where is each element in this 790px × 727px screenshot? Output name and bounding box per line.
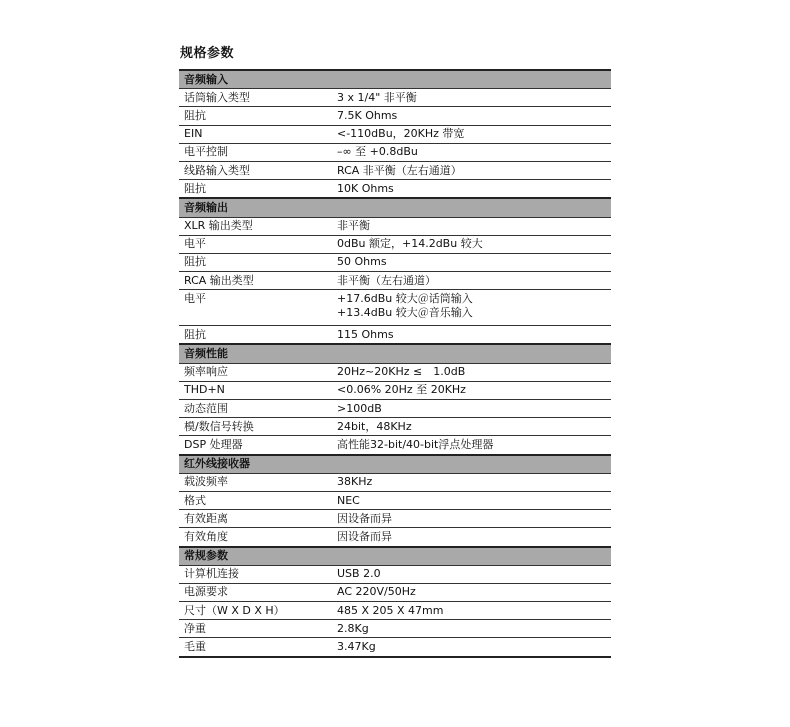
- table-row: [179, 89, 611, 107]
- row-label: 毛重: [179, 638, 332, 657]
- row-label: 有效角度: [179, 528, 332, 547]
- row-value: 38KHz: [332, 473, 611, 491]
- row-label: 载波频率: [179, 473, 332, 491]
- row-value: 485 X 205 X 47mm: [332, 602, 611, 620]
- table-row: [179, 473, 611, 491]
- row-value: 50 Ohms: [332, 253, 611, 271]
- row-value: <-110dBu，20KHz 带宽: [332, 125, 611, 143]
- section-header-general: [179, 547, 611, 566]
- row-value: AC 220V/50Hz: [332, 583, 611, 601]
- row-label: 计算机连接: [179, 565, 332, 583]
- row-label: 有效距离: [179, 510, 332, 528]
- row-value: 0dBu 额定，+14.2dBu 较大: [332, 235, 611, 253]
- table-row: [179, 161, 611, 179]
- table-row: [179, 528, 611, 547]
- row-value: 非平衡: [332, 217, 611, 235]
- row-value-line: +13.4dBu 较大＠音乐输入: [337, 306, 473, 320]
- section-title: 音频输出: [179, 198, 611, 217]
- row-label: 电平: [179, 235, 332, 253]
- table-row: [179, 143, 611, 161]
- section-header-audio-input: [179, 70, 611, 89]
- section-header-ir-receiver: [179, 455, 611, 474]
- row-value: 3.47Kg: [332, 638, 611, 657]
- table-row: [179, 253, 611, 271]
- row-value: 7.5K Ohms: [332, 107, 611, 125]
- row-label: 频率响应: [179, 363, 332, 381]
- table-row: [179, 363, 611, 381]
- row-value: 3 x 1/4" 非平衡: [332, 89, 611, 107]
- table-row: [179, 436, 611, 455]
- table-row: [179, 326, 611, 345]
- table-row: [179, 217, 611, 235]
- row-label: 阻抗: [179, 180, 332, 199]
- row-value-line: +17.6dBu 较大＠话筒输入: [337, 292, 473, 306]
- row-value: [332, 290, 611, 326]
- row-label: 格式: [179, 491, 332, 509]
- row-value: NEC: [332, 491, 611, 509]
- table-row: [179, 638, 611, 657]
- section-header-audio-output: [179, 198, 611, 217]
- table-row: [179, 620, 611, 638]
- row-label: 线路输入类型: [179, 161, 332, 179]
- row-value: 10K Ohms: [332, 180, 611, 199]
- table-row: [179, 290, 611, 326]
- row-label: 阻抗: [179, 326, 332, 345]
- row-label: 电平控制: [179, 143, 332, 161]
- row-label: 电平: [179, 290, 332, 326]
- row-value: USB 2.0: [332, 565, 611, 583]
- row-label: XLR 输出类型: [179, 217, 332, 235]
- table-row: [179, 235, 611, 253]
- section-title: 红外线接收器: [179, 455, 611, 474]
- row-label: 阻抗: [179, 253, 332, 271]
- row-value: 115 Ohms: [332, 326, 611, 345]
- row-label: 话筒输入类型: [179, 89, 332, 107]
- table-row: [179, 400, 611, 418]
- table-row: [179, 565, 611, 583]
- table-row: [179, 125, 611, 143]
- table-row: [179, 381, 611, 399]
- row-value: 因设备而异: [332, 528, 611, 547]
- row-label: EIN: [179, 125, 332, 143]
- row-label: 净重: [179, 620, 332, 638]
- row-label: THD+N: [179, 381, 332, 399]
- table-row: [179, 491, 611, 509]
- row-value: 因设备而异: [332, 510, 611, 528]
- section-title: 常规参数: [179, 547, 611, 566]
- table-row: [179, 272, 611, 290]
- row-label: 电源要求: [179, 583, 332, 601]
- row-value: –∞ 至 +0.8dBu: [332, 143, 611, 161]
- row-label: RCA 输出类型: [179, 272, 332, 290]
- section-title: 音频输入: [179, 70, 611, 89]
- table-row: [179, 602, 611, 620]
- spec-table: [179, 69, 611, 658]
- section-header-audio-performance: [179, 344, 611, 363]
- row-value: 24bit，48KHz: [332, 418, 611, 436]
- table-row: [179, 418, 611, 436]
- row-value: 非平衡（左右通道）: [332, 272, 611, 290]
- row-label: DSP 处理器: [179, 436, 332, 455]
- row-label: 尺寸（W X D X H）: [179, 602, 332, 620]
- row-label: 模/数信号转换: [179, 418, 332, 436]
- table-row: [179, 583, 611, 601]
- table-row: [179, 180, 611, 199]
- page-title: 规格参数: [180, 46, 235, 61]
- row-label: 动态范围: [179, 400, 332, 418]
- row-value: 2.8Kg: [332, 620, 611, 638]
- row-label: 阻抗: [179, 107, 332, 125]
- row-value: >100dB: [332, 400, 611, 418]
- row-value: RCA 非平衡（左右通道）: [332, 161, 611, 179]
- table-row: [179, 510, 611, 528]
- table-row: [179, 107, 611, 125]
- row-value: 高性能32-bit/40-bit浮点处理器: [332, 436, 611, 455]
- row-value: 20Hz~20KHz ≤ 1.0dB: [332, 363, 611, 381]
- row-value: <0.06% 20Hz 至 20KHz: [332, 381, 611, 399]
- section-title: 音频性能: [179, 344, 611, 363]
